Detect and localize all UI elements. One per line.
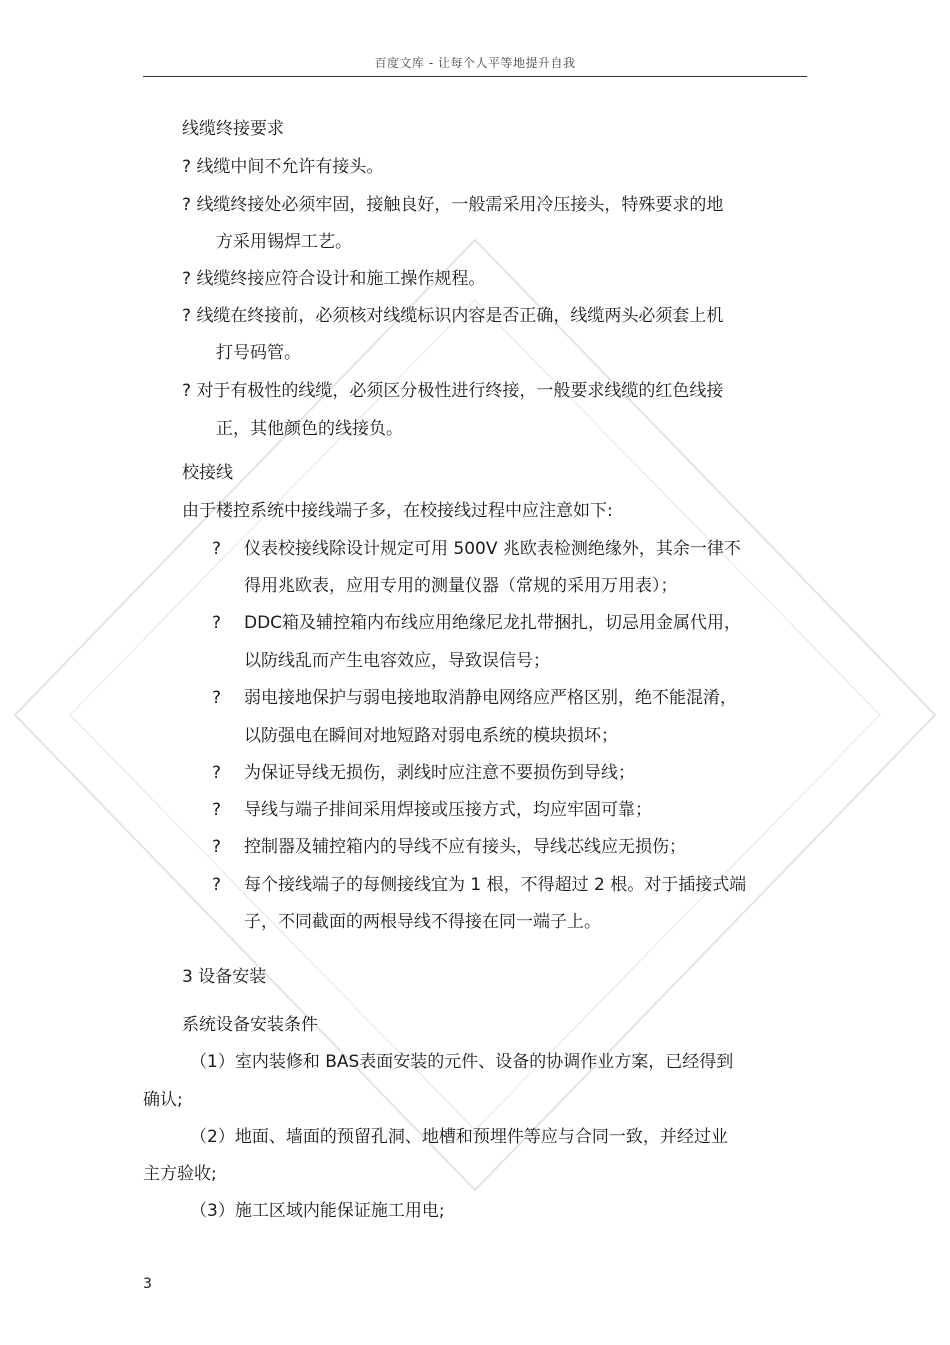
list-item [182, 305, 723, 327]
list-item [212, 762, 221, 784]
list-item-text: 弱电接地保护与弱电接地取消静电网络应严格区别，绝不能混淆， [244, 688, 737, 708]
list-item-text: DDC箱及辅控箱内布线应用绝缘尼龙扎带捆扎，切忌用金属代用， [244, 613, 742, 633]
bullet-marker: ? [182, 195, 192, 215]
bullet-marker: ? [212, 763, 222, 783]
bullet-marker: ? [212, 800, 222, 820]
list-item-continuation: 方采用锡焊工艺。 [216, 232, 352, 252]
bullet-marker: ? [182, 306, 192, 326]
bullet-marker: ? [212, 613, 222, 633]
bullet-marker: ? [212, 539, 222, 559]
numbered-item-continuation: 确认; [143, 1090, 183, 1110]
subsection-heading: 系统设备安装条件 [182, 1015, 318, 1035]
list-item-continuation: 打号码管。 [216, 343, 301, 363]
section-heading: 线缆终接要求 [182, 119, 284, 139]
list-item-text: 导线与端子排间采用焊接或压接方式，均应牢固可靠； [244, 800, 652, 820]
bullet-marker: ? [182, 269, 192, 289]
bullet-marker: ? [182, 157, 192, 177]
section-heading: 3 设备安装 [182, 967, 267, 987]
list-item [212, 687, 221, 709]
list-item-text: 仪表校接线除设计规定可用 500V 兆欧表检测绝缘外，其余一律不 [244, 539, 741, 559]
list-item [182, 194, 723, 216]
list-item-text: 线缆终接应符合设计和施工操作规程。 [196, 269, 486, 289]
list-item-text: 控制器及辅控箱内的导线不应有接头，导线芯线应无损伤； [244, 837, 686, 857]
bullet-marker: ? [212, 837, 222, 857]
list-item-text: 对于有极性的线缆，必须区分极性进行终接，一般要求线缆的红色线接 [196, 381, 724, 401]
list-item-text: 线缆终接处必须牢固，接触良好，一般需采用冷压接头，特殊要求的地 [196, 195, 724, 215]
section-intro: 由于楼控系统中接线端子多，在校接线过程中应注意如下: [182, 501, 613, 521]
list-item-continuation: 以防强电在瞬间对地短路对弱电系统的模块损坏； [244, 726, 618, 746]
list-item [182, 380, 723, 402]
numbered-item: （2）地面、墙面的预留孔洞、地槽和预埋件等应与合同一致，并经过业 [190, 1127, 728, 1147]
list-item-continuation: 得用兆欧表，应用专用的测量仪器（常规的采用万用表）； [244, 576, 678, 596]
page-header: 百度文库 - 让每个人平等地提升自我 [374, 56, 576, 70]
bullet-marker: ? [212, 688, 222, 708]
list-item-continuation: 以防线乱而产生电容效应，导致误信号； [244, 651, 550, 671]
list-item-continuation: 正，其他颜色的线接负。 [216, 419, 403, 439]
page-number: 3 [143, 1276, 152, 1292]
list-item [212, 799, 221, 821]
header-rule [143, 76, 807, 77]
numbered-item: （3）施工区域内能保证施工用电; [190, 1201, 445, 1221]
section-heading: 校接线 [182, 463, 233, 483]
list-item [212, 612, 221, 634]
list-item [212, 538, 221, 560]
bullet-marker: ? [212, 875, 222, 895]
list-item [212, 836, 221, 858]
list-item-continuation: 子，不同截面的两根导线不得接在同一端子上。 [244, 912, 601, 932]
list-item-text: 线缆中间不允许有接头。 [196, 157, 384, 177]
numbered-item: （1）室内装修和 BAS表面安装的元件、设备的协调作业方案，已经得到 [190, 1052, 734, 1072]
numbered-item-continuation: 主方验收; [143, 1164, 217, 1184]
list-item [212, 874, 221, 896]
list-item [182, 156, 383, 178]
list-item-text: 为保证导线无损伤，剥线时应注意不要损伤到导线； [244, 763, 635, 783]
list-item-text: 每个接线端子的每侧接线宜为 1 根，不得超过 2 根。对于插接式端 [244, 875, 747, 895]
list-item [182, 268, 485, 290]
bullet-marker: ? [182, 381, 192, 401]
list-item-text: 线缆在终接前，必须核对线缆标识内容是否正确，线缆两头必须套上机 [196, 306, 724, 326]
